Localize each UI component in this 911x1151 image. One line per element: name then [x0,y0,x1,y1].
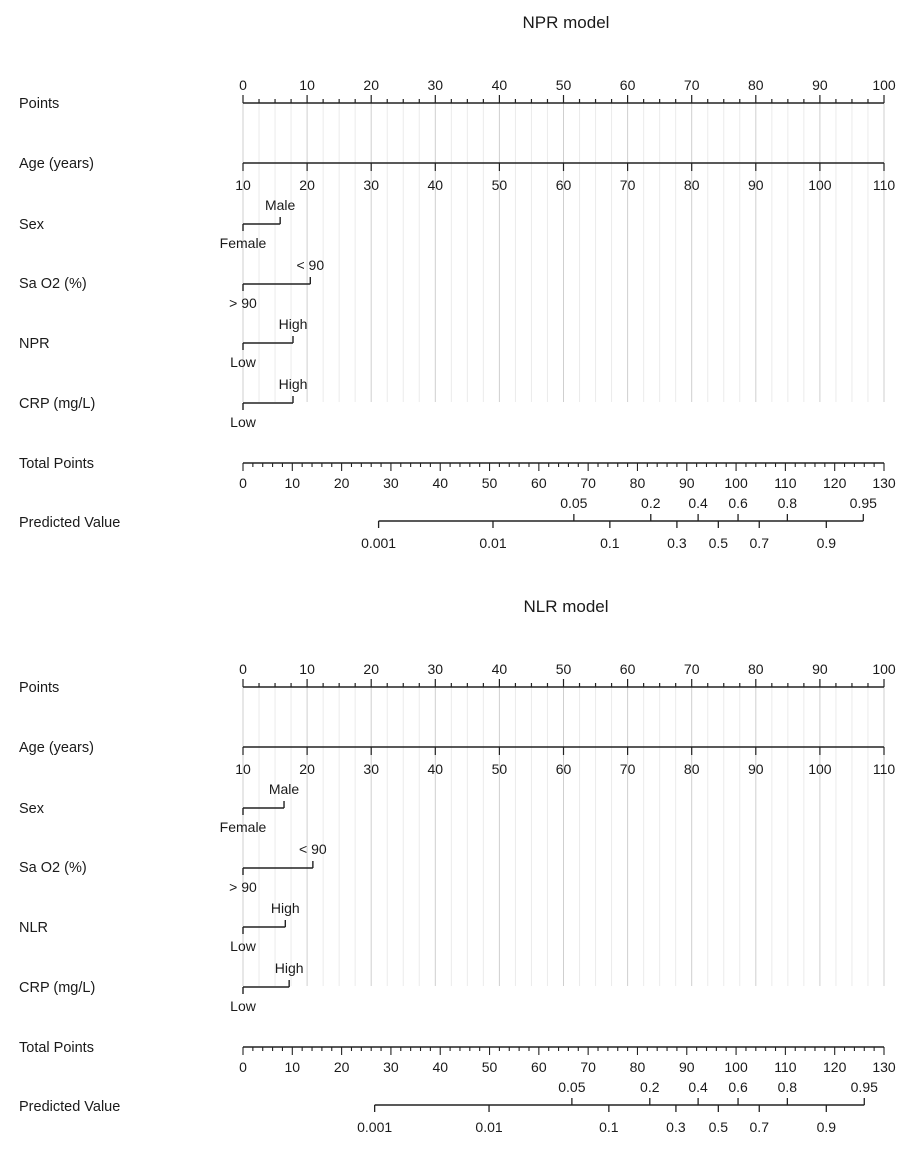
total-points-tick-label: 20 [333,475,350,491]
level-label-high: High [270,900,300,916]
total-points-tick-label: 30 [383,1059,399,1075]
row-label: CRP (mg/L) [19,980,96,996]
predicted-label-upper: 0.6 [728,1079,748,1095]
row-label: CRP (mg/L) [19,396,96,412]
points-tick-label: 30 [427,661,444,677]
points-tick-label: 60 [619,661,636,677]
age-tick-label: 100 [808,761,832,777]
points-tick-label: 100 [872,77,896,93]
row-label: Sex [19,801,44,817]
predicted-label-lower: 0.7 [749,1119,769,1135]
age-tick-label: 40 [427,177,444,193]
row-label: Points [19,96,60,112]
row-label: Age (years) [19,156,94,172]
points-tick-label: 0 [239,661,247,677]
total-points-tick-label: 70 [580,1059,596,1075]
predicted-label-lower: 0.5 [708,535,729,551]
row-label: Sa O2 (%) [19,276,87,292]
total-points-tick-label: 90 [678,475,695,491]
age-tick-label: 80 [683,761,700,777]
points-tick-label: 20 [363,77,379,93]
row-label: Predicted Value [19,515,121,531]
level-label-high: Male [268,781,300,797]
age-tick-label: 10 [235,761,251,777]
predicted-label-upper: 0.6 [728,495,748,511]
predicted-label-upper: 0.4 [688,1079,708,1095]
level-label-low: Low [230,938,256,954]
predicted-label-upper: 0.05 [560,495,588,511]
predicted-label-upper: 0.2 [641,495,661,511]
total-points-tick-label: 10 [284,1059,301,1075]
predicted-label-upper: 0.8 [777,1079,798,1095]
predicted-label-lower: 0.3 [667,535,687,551]
age-tick-label: 20 [299,761,315,777]
total-points-tick-label: 120 [823,475,847,491]
points-tick-label: 50 [555,77,572,93]
total-points-tick-label: 100 [724,1059,748,1075]
nomogram-panel-0 [19,13,896,551]
predicted-label-upper: 0.2 [640,1079,660,1095]
predicted-label-lower: 0.01 [479,535,507,551]
predicted-label-upper: 0.95 [849,495,877,511]
total-points-tick-label: 70 [580,475,596,491]
predicted-label-lower: 0.01 [475,1119,503,1135]
age-tick-label: 50 [491,761,508,777]
predicted-label-upper: 0.4 [688,495,708,511]
row-label: Points [19,680,60,696]
points-tick-label: 30 [427,77,444,93]
predicted-label-lower: 0.1 [600,535,620,551]
predicted-label-lower: 0.5 [708,1119,729,1135]
total-points-tick-label: 80 [629,1059,646,1075]
total-points-tick-label: 30 [383,475,399,491]
points-tick-label: 60 [619,77,636,93]
level-label-high: High [274,960,304,976]
chart-title: NPR model [522,13,610,32]
total-points-tick-label: 100 [724,475,748,491]
level-label-low: Low [230,354,256,370]
age-tick-label: 30 [363,177,379,193]
age-tick-label: 60 [555,761,572,777]
total-points-tick-label: 60 [531,1059,547,1075]
predicted-label-upper: 0.05 [558,1079,586,1095]
predicted-label-lower: 0.1 [599,1119,619,1135]
age-tick-label: 70 [619,761,636,777]
age-tick-label: 110 [872,177,896,193]
level-label-low: Female [219,819,267,835]
row-label: Sex [19,217,44,233]
nomogram-panel-1 [19,597,896,1135]
predicted-label-upper: 0.95 [850,1079,878,1095]
predicted-label-lower: 0.001 [361,535,397,551]
total-points-tick-label: 110 [774,1059,797,1075]
age-tick-label: 60 [555,177,572,193]
points-tick-label: 70 [683,661,700,677]
total-points-tick-label: 90 [678,1059,695,1075]
predicted-label-lower: 0.9 [816,1119,837,1135]
total-points-tick-label: 40 [432,475,449,491]
row-label: Age (years) [19,740,94,756]
total-points-tick-label: 130 [872,475,896,491]
predicted-label-lower: 0.001 [357,1119,393,1135]
points-tick-label: 100 [872,661,896,677]
predicted-label-lower: 0.3 [666,1119,686,1135]
level-label-high: < 90 [299,841,327,857]
level-label-low: Low [230,414,256,430]
row-label: Total Points [19,456,94,472]
age-tick-label: 40 [427,761,444,777]
age-tick-label: 110 [872,761,896,777]
chart-title: NLR model [523,597,609,616]
level-label-low: Female [219,235,267,251]
age-tick-label: 70 [619,177,636,193]
row-label: NLR [19,920,49,936]
level-label-high: High [278,316,308,332]
points-tick-label: 80 [748,661,764,677]
points-tick-label: 10 [299,77,315,93]
points-tick-label: 80 [748,77,764,93]
level-label-low: Low [230,998,256,1014]
age-tick-label: 50 [491,177,508,193]
predicted-label-upper: 0.8 [777,495,798,511]
age-tick-label: 90 [748,177,764,193]
age-tick-label: 80 [683,177,700,193]
points-tick-label: 40 [491,661,508,677]
total-points-tick-label: 20 [333,1059,350,1075]
predicted-label-lower: 0.7 [749,535,769,551]
level-label-high: < 90 [296,257,325,273]
age-tick-label: 100 [808,177,832,193]
row-label: Sa O2 (%) [19,860,87,876]
total-points-tick-label: 80 [629,475,646,491]
total-points-tick-label: 130 [872,1059,896,1075]
total-points-tick-label: 110 [774,475,797,491]
age-tick-label: 30 [363,761,379,777]
points-tick-label: 20 [363,661,379,677]
age-tick-label: 90 [748,761,764,777]
age-tick-label: 10 [235,177,251,193]
row-label: Total Points [19,1040,94,1056]
points-tick-label: 90 [812,77,828,93]
points-tick-label: 0 [239,77,247,93]
level-label-low: > 90 [229,295,257,311]
age-tick-label: 20 [299,177,315,193]
total-points-tick-label: 0 [239,1059,247,1075]
total-points-tick-label: 40 [432,1059,449,1075]
total-points-tick-label: 120 [823,1059,847,1075]
total-points-tick-label: 50 [481,1059,498,1075]
total-points-tick-label: 60 [531,475,547,491]
points-tick-label: 70 [683,77,700,93]
predicted-label-lower: 0.9 [816,535,837,551]
level-label-high: Male [264,197,296,213]
level-label-low: > 90 [229,879,257,895]
points-tick-label: 90 [812,661,828,677]
total-points-tick-label: 50 [481,475,498,491]
total-points-tick-label: 0 [239,475,247,491]
points-tick-label: 50 [555,661,572,677]
points-tick-label: 40 [491,77,508,93]
row-label: NPR [19,336,50,352]
row-label: Predicted Value [19,1099,121,1115]
total-points-tick-label: 10 [284,475,301,491]
points-tick-label: 10 [299,661,315,677]
level-label-high: High [278,376,308,392]
